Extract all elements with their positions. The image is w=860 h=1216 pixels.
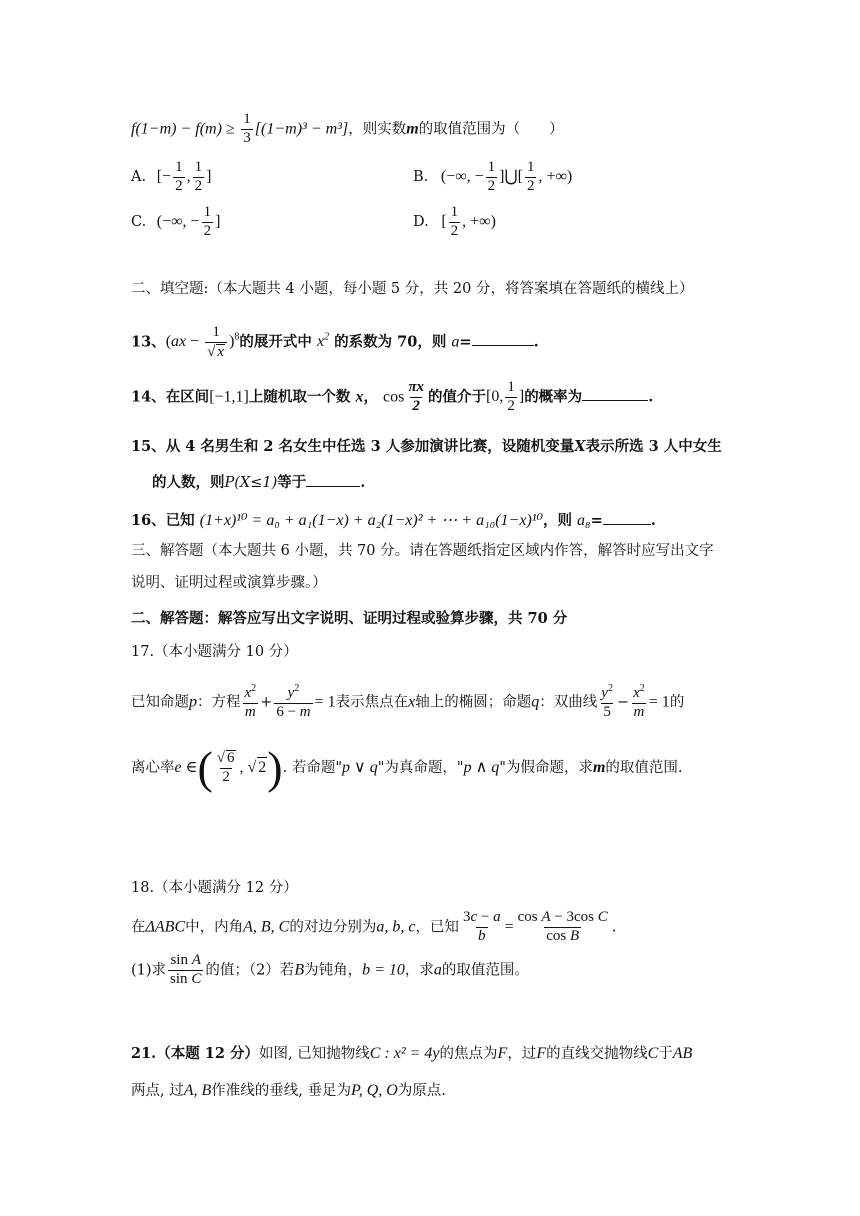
q12-inequality: f(1−m) − f(m) ≥ — [131, 120, 235, 138]
section-solution-subheader: 二、解答题：解答应写出文字说明、证明过程或验算步骤，共 70 分 — [131, 610, 568, 627]
q16: 16、已知 (1+x)¹⁰ = a₀ + a₁(1−x) + a₂(1−x)² + ⋯ + a₁₀(1−x)¹⁰，则 a₈= . — [131, 512, 656, 529]
q12-option-b: B. (−∞, − $\frac{1}{2}$ ]⋃[ $\frac{1}{2}$ , +∞) — [413, 159, 573, 194]
section-fill-in-header: 二、填空题:（本大题共 4 小题，每小题 5 分，共 20 分，将答案填在答题纸的横线上） — [131, 281, 694, 297]
q18-line1: 在ΔABC中，内角A, B, C的对边分别为a, b, c，已知 $\frac{3c - a}{b}$ = $\frac{\text{cos A − 3cos C}}{\text{cos B}}$ . — [131, 909, 617, 944]
q21-line2: 两点, 过A, B作准线的垂线, 垂足为P, Q, O为原点. — [131, 1082, 446, 1099]
q21-line1: 21.（本题 12 分）如图, 已知抛物线C : x² = 4y的焦点为F，过F的直线交抛物线C于AB — [131, 1045, 693, 1062]
q13: 13、(ax − $\frac{1}{√ x}$ )$^8$的展开式中 $x^2$ 的系数为 70，则 a= . — [131, 324, 539, 360]
q15-line2: 的人数，则P(X≤1)等于 . — [152, 474, 366, 491]
q12-option-c: C. (−∞, − $\frac{1}{2}$ ] — [131, 204, 221, 239]
q12-option-a: A. [− $\frac{1}{2}$ , $\frac{1}{2}$ ] — [131, 159, 212, 194]
q14-answer-blank[interactable] — [582, 386, 648, 401]
q17-line1: 已知命题p：方程 $\frac{x^2}{m}$ + $\frac{y^2}{6 - m}$ = 1表示焦点在x轴上的椭圆；命题q：双曲线 $\frac{y^2}{5}$ − $\frac{x^2}{m}$ = 1的 — [131, 683, 685, 720]
q12-inequality-tail: [(1−m)³ − m³] — [254, 120, 349, 138]
q17-line2: 离心率e ∈( $\frac{√ 6}{2}$ , √ 2). 若命题"p ∨ q"为真命题，"p ∧ q"为假命题，求m的取值范围. — [131, 742, 683, 793]
section-solution-header-line1: 三、解答题（本大题共 6 小题，共 70 分。请在答题纸指定区域内作答，解答时应写出文字 — [131, 543, 714, 559]
q15-answer-blank[interactable] — [306, 472, 360, 487]
section-solution-header-line2: 说明、证明过程或演算步骤。） — [131, 575, 327, 591]
q18-line2: (1)求 $\frac{\text{sin A}}{\text{sin C}}$ 的值；（2）若B为钝角，b = 10，求a的取值范围。 — [131, 952, 529, 987]
q12-stem: f(1−m) − f(m) ≥ $\frac{1}{3}$ [(1−m)³ − m³]，则实数m的取值范围为（ ） — [131, 111, 564, 146]
q14: 14、在区间[−1,1]上随机取一个数 x， cos $\frac{\pi x}{2}$ 的值介于[0, $\frac{1}{2}$ ]的概率为 . — [131, 379, 654, 415]
q13-answer-blank[interactable] — [472, 331, 534, 346]
q16-answer-blank[interactable] — [603, 510, 651, 525]
q12-option-d: D. [ $\frac{1}{2}$ , +∞) — [413, 204, 496, 239]
q15-line1: 15、从 4 名男生和 2 名女生中任选 3 人参加演讲比赛，设随机变量X表示所选 3 人中女生 — [131, 438, 722, 455]
q18-title: 18.（本小题满分 12 分） — [131, 880, 298, 896]
q12-fraction: $\frac{1}{3}$ — [243, 111, 251, 146]
q17-title: 17.（本小题满分 10 分） — [131, 644, 298, 660]
